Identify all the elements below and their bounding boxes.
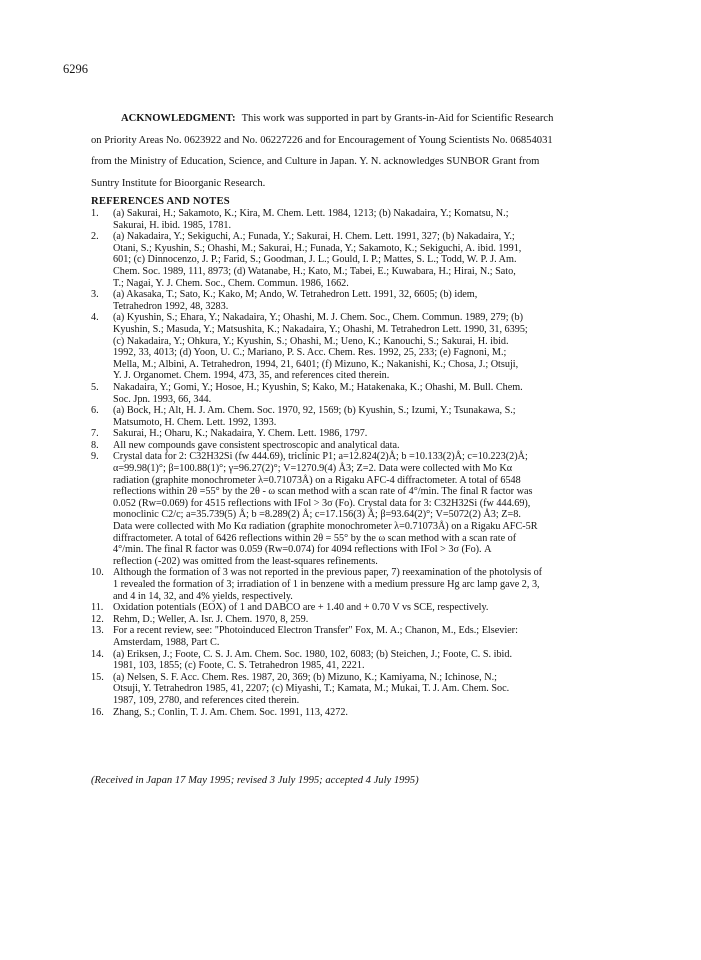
reference-line: Otsuji, Y. Tetrahedron 1985, 41, 2207; (c) Miyashi, T.; Kamata, M.; Mukai, T. J. Am. Chem. Soc. [113, 683, 510, 695]
reference-text [113, 405, 636, 428]
reference-number: 9. [91, 451, 99, 463]
reference-line: (a) Kyushin, S.; Ehara, Y.; Nakadaira, Y.; Ohashi, M. J. Chem. Soc., Chem. Commun. 1989, 279; (b) [113, 312, 524, 324]
reference-line: Soc. Jpn. 1993, 66, 344. [113, 393, 212, 405]
reference-item [91, 428, 636, 440]
reference-line: (a) Nakadaira, Y.; Sekiguchi, A.; Funada, Y.; Sakurai, H. Chem. Lett. 1991, 327; (b) Nakadaira, Y.; [113, 231, 515, 243]
reference-line: (a) Bock, H.; Alt, H. J. Am. Chem. Soc. 1970, 92, 1569; (b) Kyushin, S.; Izumi, Y.; Tsunakawa, S.; [113, 405, 516, 417]
reference-text [113, 312, 636, 382]
reference-number: 11. [91, 602, 104, 614]
reference-line: (c) Nakadaira, Y.; Ohkura, Y.; Kyushin, S.; Ohashi, M.; Ueno, K.; Kanouchi, S.; Sakurai, H. ibid. [113, 335, 509, 347]
reference-text [113, 672, 636, 707]
reference-text [113, 208, 636, 231]
reference-line: Data were collected with Mo Kα radiation (graphite monochrometer λ=0.71073Å) on a Rigaku AFC-5R [113, 521, 538, 533]
acknowledgment-text: This work was supported in part by Grants-in-Aid for Scientific Research [241, 113, 554, 124]
reference-item [91, 382, 636, 405]
reference-line: (a) Akasaka, T.; Sato, K.; Kako, M; Ando, W. Tetrahedron Lett. 1991, 32, 6605; (b) idem, [113, 289, 478, 301]
reference-line: Mella, M.; Albini, A. Tetrahedron, 1994, 21, 6401; (f) Mizuno, K.; Nakanishi, K.; Chosa, J.; Otsuji, [113, 358, 519, 370]
reference-number: 2. [91, 231, 99, 243]
acknowledgment-line [91, 108, 631, 130]
reference-line: and 4 in 14, 32, and 4% yields, respectively. [113, 590, 293, 602]
reference-number: 12. [91, 613, 104, 625]
reference-number: 7. [91, 428, 99, 440]
reference-line: (a) Nelsen, S. F. Acc. Chem. Res. 1987, 20, 369; (b) Mizuno, K.; Kamiyama, N.; Ichinose, N.; [113, 671, 497, 683]
reference-line: monoclinic C2/c; a=35.739(5) Å; b =8.289(2) Å; c=17.156(3) Å; β=93.64(2)°; V=5072(2) Å3; Z=8. [113, 509, 521, 521]
reference-line: 1987, 109, 2780, and references cited therein. [113, 694, 300, 706]
reference-line: reflection (-202) was omitted from the least-squares refinements. [113, 555, 378, 567]
reference-line: Nakadaira, Y.; Gomi, Y.; Hosoe, H.; Kyushin, S; Kako, M.; Hatakenaka, K.; Ohashi, M. Bull. Chem. [113, 381, 523, 393]
reference-line: Although the formation of 3 was not reported in the previous paper, 7) reexamination of the photolysis of [113, 567, 543, 579]
reference-line: For a recent review, see: "Photoinduced Electron Transfer" Fox, M. A.; Chanon, M., Eds.; Elsevier: [113, 625, 518, 637]
received-dates: (Received in Japan 17 May 1995; revised 3 July 1995; accepted 4 July 1995) [91, 775, 419, 786]
reference-item [91, 567, 636, 602]
reference-line: Y. J. Organomet. Chem. 1994, 473, 35, and references cited therein. [113, 370, 390, 382]
references-list [91, 208, 636, 718]
reference-line: Sakurai, H.; Oharu, K.; Nakadaira, Y. Chem. Lett. 1986, 1797. [113, 428, 368, 440]
reference-line: α=99.98(1)°; β=100.88(1)°; γ=96.27(2)°; V=1270.9(4) Å3; Z=2. Data were collected with Mo Kα [113, 463, 513, 475]
reference-text [113, 428, 636, 440]
reference-line: (a) Eriksen, J.; Foote, C. S. J. Am. Chem. Soc. 1980, 102, 6083; (b) Steichen, J.; Foote, C. S. ibid. [113, 648, 513, 660]
reference-item [91, 208, 636, 231]
reference-line: 0.052 (Rw=0.069) for 4515 reflections with IFol > 3σ (Fo). Crystal data for 3: C32H32Si (fw 444.69), [113, 497, 531, 509]
reference-line: Amsterdam, 1988, Part C. [113, 636, 220, 648]
reference-number: 4. [91, 312, 99, 324]
reference-number: 16. [91, 706, 104, 718]
acknowledgment-line: on Priority Areas No. 0623922 and No. 06227226 and for Encouragement of Young Scientists No. 06854031 [91, 134, 553, 146]
reference-line: T.; Nagai, Y. J. Chem. Soc., Chem. Commun. 1986, 1662. [113, 277, 349, 289]
acknowledgment-heading: ACKNOWLEDGMENT: [121, 113, 236, 124]
reference-text [113, 625, 636, 648]
reference-item [91, 440, 636, 452]
reference-line: 1992, 33, 4013; (d) Yoon, U. C.; Mariano, P. S. Acc. Chem. Res. 1992, 25, 233; (e) Fagnoni, M.; [113, 347, 507, 359]
reference-line: reflections within 2θ =55° by the 2θ - ω scan method with a scan rate of 4°/min. The final R factor was [113, 486, 533, 498]
reference-text [113, 382, 636, 405]
reference-item [91, 602, 636, 614]
reference-text [113, 289, 636, 312]
reference-line: Otani, S.; Kyushin, S.; Ohashi, M.; Sakurai, H.; Funada, Y.; Sakamoto, K.; Sekiguchi, A. ibid. 1991, [113, 242, 522, 254]
reference-line: All new compounds gave consistent spectroscopic and analytical data. [113, 439, 400, 451]
reference-number: 15. [91, 671, 104, 683]
reference-line: Zhang, S.; Conlin, T. J. Am. Chem. Soc. 1991, 113, 4272. [113, 706, 348, 718]
reference-text [113, 567, 636, 602]
reference-line: 1981, 103, 1855; (c) Foote, C. S. Tetrahedron 1985, 41, 2221. [113, 660, 365, 672]
reference-text [113, 649, 636, 672]
reference-item [91, 707, 636, 719]
reference-text [113, 614, 636, 626]
reference-number: 14. [91, 648, 104, 660]
reference-number: 3. [91, 289, 99, 301]
reference-number: 6. [91, 405, 99, 417]
reference-text [113, 231, 636, 289]
reference-line: Rehm, D.; Weller, A. Isr. J. Chem. 1970, 8, 259. [113, 613, 309, 625]
reference-item [91, 614, 636, 626]
reference-text [113, 451, 636, 567]
reference-number: 8. [91, 439, 99, 451]
reference-line: radiation (graphite monochrometer λ=0.71073Å) on a Rigaku AFC-4 diffractometer. A total of 6548 [113, 474, 521, 486]
reference-line: Sakurai, H. ibid. 1985, 1781. [113, 219, 231, 231]
reference-number: 1. [91, 208, 99, 219]
reference-text [113, 602, 636, 614]
page-number: 6296 [63, 62, 88, 76]
reference-line: Crystal data for 2: C32H32Si (fw 444.69), triclinic P1; a=12.824(2)Å; b =10.133(2)Å; c=10.223(2)Å; [113, 451, 528, 463]
reference-line: Kyushin, S.; Masuda, Y.; Matsushita, K.; Nakadaira, Y.; Ohashi, M. Tetrahedron Lett. 1990, 31, 6395; [113, 323, 528, 335]
acknowledgment-line: Suntry Institute for Bioorganic Research. [91, 177, 266, 189]
reference-item [91, 451, 636, 567]
acknowledgment-line: from the Ministry of Education, Science, and Culture in Japan. Y. N. acknowledges SUNBOR Grant from [91, 156, 540, 167]
reference-item [91, 312, 636, 382]
reference-number: 10. [91, 567, 104, 579]
reference-item [91, 625, 636, 648]
reference-text [113, 707, 636, 719]
reference-number: 5. [91, 381, 99, 393]
reference-line: Tetrahedron 1992, 48, 3283. [113, 300, 229, 312]
reference-line: 4°/min. The final R factor was 0.059 (Rw=0.074) for 4094 reflections with IFol > 3σ (Fo). A [113, 544, 492, 556]
reference-line: diffractometer. A total of 6426 reflections within 2θ = 55° by the ω scan method with a scan rate of [113, 532, 517, 544]
reference-item [91, 289, 636, 312]
reference-item [91, 649, 636, 672]
reference-item [91, 231, 636, 289]
reference-line: Matsumoto, H. Chem. Lett. 1992, 1393. [113, 416, 277, 428]
reference-number: 13. [91, 625, 104, 637]
acknowledgment-section [91, 108, 631, 194]
reference-item [91, 672, 636, 707]
reference-line: 601; (c) Dinnocenzo, J. P.; Farid, S.; Goodman, J. L.; Gould, I. P.; Mattes, S. L.; Todd, W. P. J. Am. [113, 254, 517, 266]
reference-line: Oxidation potentials (EOX) of 1 and DABCO are + 1.40 and + 0.70 V vs SCE, respectively. [113, 602, 489, 614]
reference-text [113, 440, 636, 452]
reference-line: (a) Sakurai, H.; Sakamoto, K.; Kira, M. Chem. Lett. 1984, 1213; (b) Nakadaira, Y.; Komatsu, N.; [113, 208, 509, 219]
reference-line: Chem. Soc. 1989, 111, 8973; (d) Watanabe, H.; Kato, M.; Tabei, E.; Kuwabara, H.; Hirai, N.; Sato, [113, 265, 516, 277]
reference-line: 1 revealed the formation of 3; irradiation of 1 in benzene with a medium pressure Hg arc lamp gave 2, 3, [113, 579, 540, 590]
reference-item [91, 405, 636, 428]
references-title: REFERENCES AND NOTES [91, 196, 230, 207]
